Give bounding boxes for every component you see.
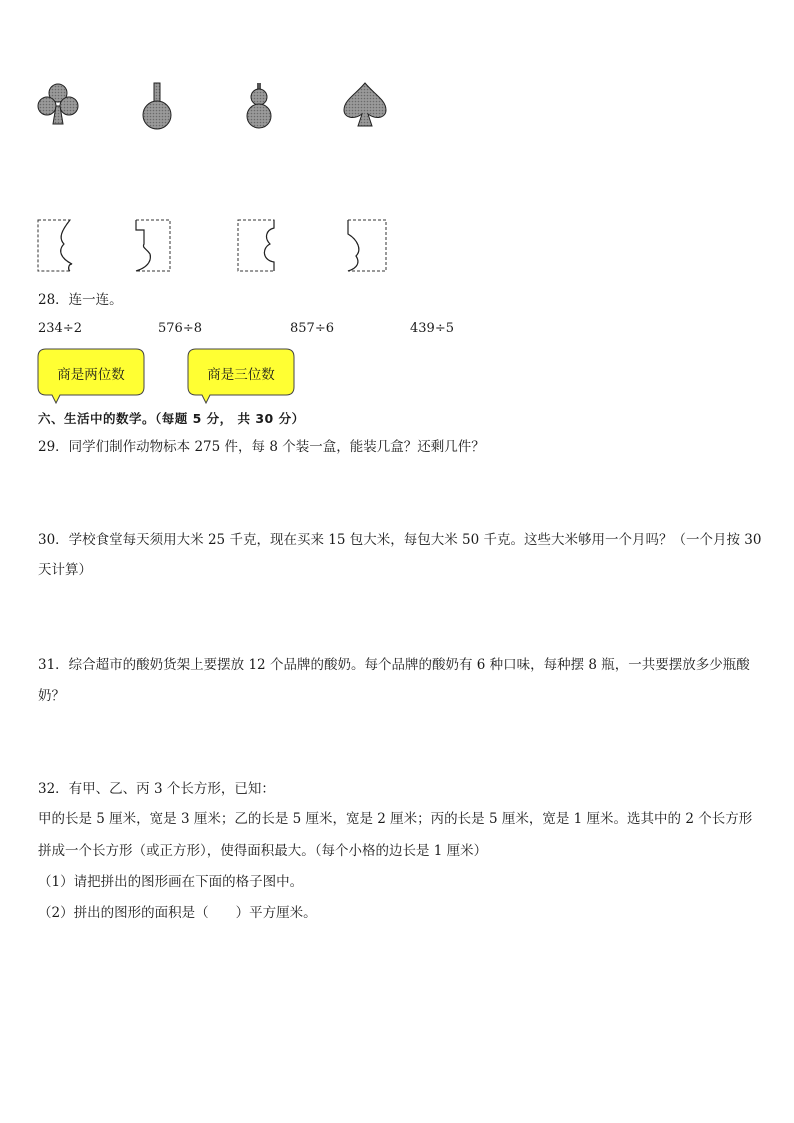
q31-line-2: 奶？ [38, 688, 65, 704]
bubble-two-digit-label: 商是两位数 [57, 367, 125, 383]
bubble-two-digit[interactable] [36, 348, 146, 396]
q28-expr-3: 857÷6 [290, 321, 334, 336]
q32-line-2: 甲的长是 5 厘米，宽是 3 厘米；乙的长是 5 厘米，宽是 2 厘米；丙的长是 5 厘米，宽是 1 厘米。选其中的 2 个长方形 [38, 811, 753, 827]
q32-sub-2: （2）拼出的图形的面积是（ ）平方厘米。 [38, 905, 317, 921]
club-shape [36, 82, 80, 128]
keyhole-shape [140, 82, 174, 130]
half-gourd-outline [236, 218, 280, 274]
q30-line-2: 天计算） [38, 562, 92, 578]
section-6-heading: 六、生活中的数学。（每题 5 分， 共 30 分） [38, 411, 305, 426]
half-keyhole-outline [130, 218, 174, 274]
spade-shape [342, 82, 388, 130]
q32-line-3: 拼成一个长方形（或正方形），使得面积最大。（每个小格的边长是 1 厘米） [38, 843, 488, 859]
q28-expr-1: 234÷2 [38, 321, 82, 336]
gourd-shape [244, 82, 274, 130]
bubble-three-digit-label: 商是三位数 [207, 367, 275, 383]
q28-expr-4: 439÷5 [410, 321, 454, 336]
q32-line-1: 32．有甲、乙、丙 3 个长方形，已知： [38, 781, 275, 797]
q28-title: 28．连一连。 [38, 292, 123, 308]
bubble-three-digit[interactable] [186, 348, 296, 396]
q31-line-1: 31．综合超市的酸奶货架上要摆放 12 个品牌的酸奶。每个品牌的酸奶有 6 种口味，每种摆 8 瓶，一共要摆放多少瓶酸 [38, 657, 750, 673]
q32-sub-1: （1）请把拼出的图形画在下面的格子图中。 [38, 874, 304, 890]
q28-expr-2: 576÷8 [158, 321, 202, 336]
q29-text: 29．同学们制作动物标本 275 件，每 8 个装一盒，能装几盒？还剩几件？ [38, 439, 485, 455]
q30-line-1: 30．学校食堂每天须用大米 25 千克，现在买来 15 包大米，每包大米 50 千克。这些大米够用一个月吗？（一个月按 30 [38, 532, 762, 548]
half-club-outline [36, 218, 80, 274]
half-spade-outline [344, 218, 390, 274]
